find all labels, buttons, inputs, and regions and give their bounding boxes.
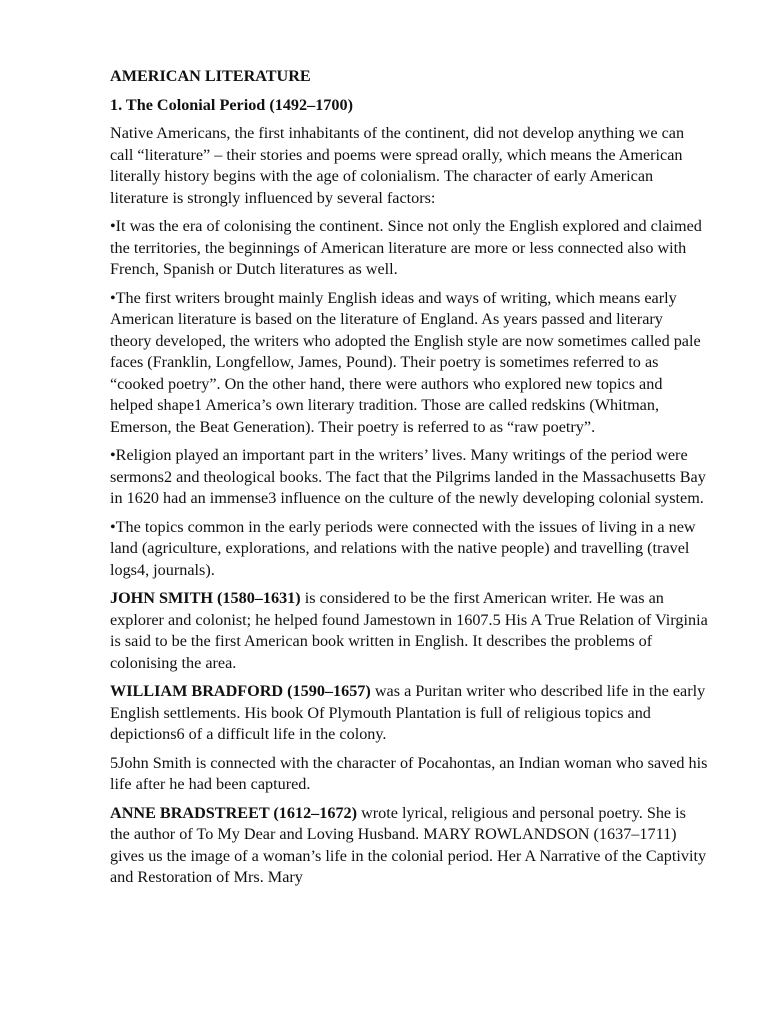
bullet-paragraph [110,216,708,281]
bullet-paragraph [110,445,708,510]
intro-paragraph: Native Americans, the first inhabitants of the continent, did not develop anything we can call “literature” – their stories and poems were spread orally, which means the American literally history begins with the age of colonialism. The character of early American literature is strongly influenced by several factors: [110,124,685,207]
anne-bradstreet-paragraph [110,803,708,889]
william-bradford-paragraph [110,681,708,746]
section-title: 1. The Colonial Period (1492–1700) [110,95,353,114]
bullet-icon: • [110,288,116,307]
bullet-text: The topics common in the early periods were connected with the issues of living in a new land (agriculture, explorations, and relations with the native people) and travelling (travel logs4, journals). [110,517,696,579]
author-name: WILLIAM BRADFORD (1590–1657) [110,682,371,700]
bullet-text: It was the era of colonising the continent. Since not only the English explored and claimed the territories, the beginnings of American literature are more or less connected also with French, Spanish or Dutch literatures as well. [110,217,702,278]
document-title: AMERICAN LITERATURE [110,67,311,85]
author-text: is considered to be the first American writer. He was an explorer and colonist; he helped found Jamestown in 1607.5 His A True Relation of Virginia is said to be the first American book written in English. It describes the problems of colonising the area. [110,589,708,672]
author-text: was a Puritan writer who described life in the early English settlements. His book Of Plymouth Plantation is full of religious topics and depictions6 of a difficult life in the colony. [110,682,706,743]
bullet-paragraph [110,517,708,582]
bullet-icon: • [110,217,116,235]
john-smith-paragraph [110,588,708,674]
author-name: ANNE BRADSTREET (1612–1672) [110,803,358,822]
bullet-text: Religion played an important part in the writers’ lives. Many writings of the period were sermons2 and theological books. The fact that the Pilgrims landed in the Massachusetts Bay in 1620 had an immense3 influence on the culture of the newly developing colonial system. [110,446,706,507]
author-name: JOHN SMITH (1580–1631) [110,589,301,607]
bullet-paragraph [110,288,708,439]
footnote-paragraph: 5John Smith is connected with the character of Pocahontas, an Indian woman who saved his life after he had been captured. [110,753,708,793]
bullet-text: The first writers brought mainly English ideas and ways of writing, which means early American literature is based on the literature of England. As years passed and literary theory developed, the writers who adopted the English style are now sometimes called pale faces (Franklin, Longfellow, James, Pound). Their poetry is sometimes referred to as “cooked poetry”. On the other hand, there were authors who explored new topics and helped shape1 America’s own literary tradition. Those are called redskins (Whitman, Emerson, the Beat Generation). Their poetry is referred to as “raw poetry”. [110,288,701,436]
bullet-icon: • [110,517,116,536]
author-text: wrote lyrical, religious and personal poetry. She is the author of To My Dear and Loving Husband. MARY ROWLANDSON (1637–1711) gives us the image of a woman’s life in the colonial period. Her A Narrative of the Captivity and Restoration of Mrs. Mary [110,803,707,886]
bullet-icon: • [110,446,116,464]
